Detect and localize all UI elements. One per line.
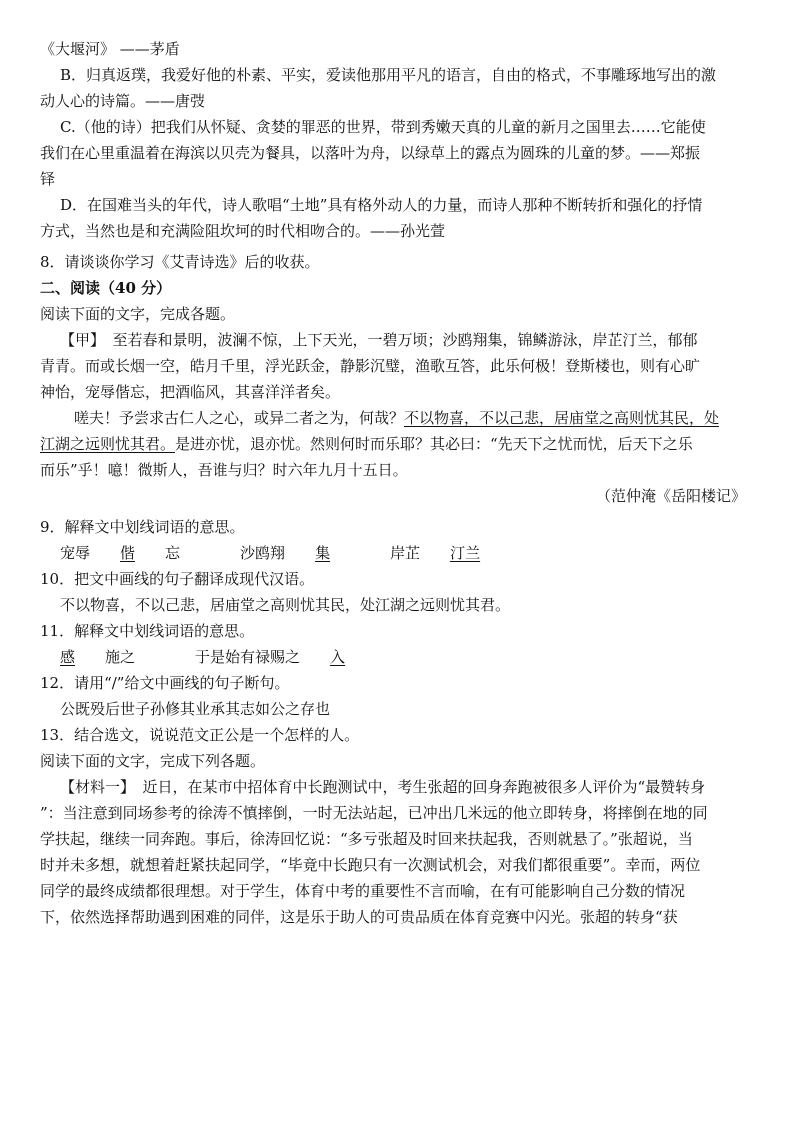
option-d-line-1: D．在国难当头的年代，诗人歌唱“土地”具有格外动人的力量，而诗人那种不断转折和强化的抒情	[60, 196, 703, 214]
question-12-title: 12．请用“/”给文中画线的句子断句。	[40, 674, 290, 692]
passage-p2-line-1-plain: 嗟夫！予尝求古仁人之心，或异二者之为，何哉？	[74, 409, 405, 427]
question-12-sentence: 公既殁后世子孙修其业承其志如公之存也	[60, 700, 331, 718]
q9-word-2: 沙鸥翔 集	[240, 544, 331, 562]
question-9-title: 9．解释文中划线词语的意思。	[40, 518, 245, 536]
passage-p2-line-3: 而乐”乎！噫！微斯人，吾谁与归？时六年九月十五日。	[40, 461, 408, 479]
option-d-line-2: 方式，当然也是和充满险阻坎坷的时代相吻合的。——孙光萱	[40, 222, 446, 240]
material-1-line-5: 同学的最终成绩都很理想。对于学生，体育中考的重要性不言而喻，在有可能影响自己分数的情况	[40, 882, 686, 900]
option-c-line-1: C.（他的诗）把我们从怀疑、贪婪的罪恶的世界，带到秀嫩天真的儿童的新月之国里去……它能使	[60, 118, 706, 136]
option-b-line-2: 动人心的诗篇。——唐弢	[40, 92, 206, 110]
material-1-line-1: 【材料一】 近日，在某市中招体育中长跑测试中，考生张超的回身奔跑被很多人评价为“最赞转身	[60, 778, 706, 796]
option-c-line-3: 铎	[40, 170, 56, 188]
q11-word-2: 于是始有禄赐之 入	[195, 648, 346, 666]
material-1-line-3: 学扶起，继续一同奔跑。事后，徐涛回忆说：“多亏张超及时回来扶起我，否则就悬了。”张超说，当	[40, 830, 693, 848]
document-page	[40, 36, 760, 935]
section-2-title: 二、阅读（40 分）	[40, 279, 172, 297]
material-1-line-2: ”：当注意到同场参考的徐涛不慎摔倒，一时无法站起，已冲出几米远的他立即转身，将摔倒在地的同	[40, 804, 708, 822]
question-11-title: 11．解释文中划线词语的意思。	[40, 622, 255, 640]
passage-p2-line-2	[40, 431, 760, 457]
question-11-words	[40, 644, 760, 670]
passage-p1-line-2: 青青。而或长烟一空，皓月千里，浮光跃金，静影沉璧，渔歌互答，此乐何极！登斯楼也，则有心旷	[40, 357, 701, 375]
material-1-line-6: 下，依然选择帮助遇到困难的同伴，这是乐于助人的可贵品质在体育竞赛中闪光。张超的转身“获	[40, 908, 678, 926]
material-1-line-4: 时并未多想，就想着赶紧扶起同学，“毕竟中长跑只有一次测试机会，对我们都很重要”。幸而，两位	[40, 856, 701, 874]
question-9-words	[40, 540, 760, 566]
passage-source: （范仲淹《岳阳楼记》	[595, 487, 746, 505]
section-2-intro: 阅读下面的文字，完成各题。	[40, 305, 236, 323]
underlined-sentence-part-2: 江湖之远则忧其君。	[40, 435, 176, 453]
material-1	[40, 774, 760, 930]
passage-jia	[40, 327, 760, 509]
question-8: 8．请谈谈你学习《艾青诗选》后的收获。	[40, 253, 320, 271]
passage-p1-line-1: 【甲】 至若春和景明，波澜不惊，上下天光，一碧万顷；沙鸥翔集，锦鳞游泳，岸芷汀兰，郁郁	[60, 331, 698, 349]
passage-p1-line-3: 神怡，宠辱偕忘，把酒临风，其喜洋洋者矣。	[40, 383, 341, 401]
option-b-line-1: B．归真返璞，我爱好他的朴素、平实，爱读他那用平凡的语言，自由的格式，不事雕琢地写出的激	[60, 66, 717, 84]
q9-word-1: 宠辱 偕 忘	[60, 544, 181, 562]
question-10-title: 10．把文中画线的句子翻译成现代汉语。	[40, 570, 315, 588]
reading-intro-2: 阅读下面的文字，完成下列各题。	[40, 752, 266, 770]
question-13-title: 13．结合选文，说说范文正公是一个怎样的人。	[40, 726, 360, 744]
q11-word-1: 感 施之	[60, 648, 136, 666]
option-c-line-2: 我们在心里重温着在海滨以贝壳为餐具，以落叶为舟，以绿草上的露点为圆珠的儿童的梦。——郑振	[40, 144, 701, 162]
question-7-options	[40, 36, 760, 244]
underlined-sentence-part-1: 不以物喜，不以己悲，居庙堂之高则忧其民，处	[404, 409, 720, 427]
passage-p2-line-1	[40, 405, 760, 431]
option-a-tail: 《大堰河》 ——茅盾	[40, 40, 180, 58]
q9-word-3: 岸芷 汀兰	[390, 544, 481, 562]
question-10-sentence: 不以物喜，不以己悲，居庙堂之高则忧其民，处江湖之远则忧其君。	[60, 596, 511, 614]
passage-p2-line-2-plain: 是进亦忧，退亦忧。然则何时而乐耶？其必曰：“先天下之忧而忧，后天下之乐	[175, 435, 693, 453]
